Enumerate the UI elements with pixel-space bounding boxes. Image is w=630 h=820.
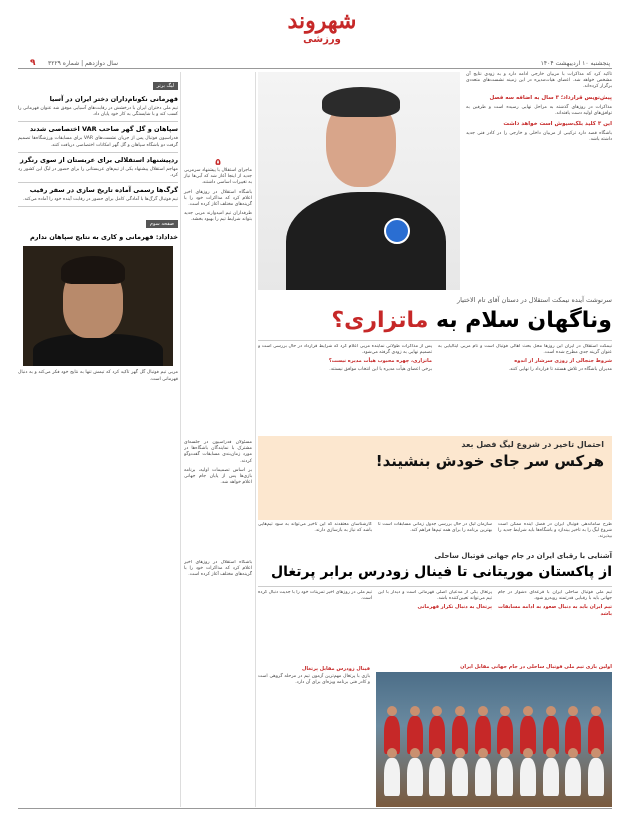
news-headline: ردپیشنهاد استقلالی برای عربستان از سوی رنگرز (20, 155, 178, 164)
article-column (438, 344, 612, 434)
article-text: بر اساس تصمیمات اولیه، برنامه بازی‌ها پس از پایان جام جهانی اعلام خواهد شد. (184, 467, 252, 486)
article-text: باشگاه استقلال در روزهای اخیر اعلام کرد که مذاکرات خود را با گزینه‌های مختلف آغاز کرده است. (184, 560, 252, 578)
sidebar-marker: ۵ (215, 158, 221, 168)
highlight-kicker: احتمال تاخیر در شروع لیگ فصل بعد (461, 440, 604, 449)
article-subheading: ماتزاری، چهره محبوب هیأت مدیره نیست؟ (328, 358, 432, 365)
issue-date: پنجشنبه ۱۰ اردیبهشت ۱۴۰۴ (540, 60, 610, 67)
issue-number: سال دوازدهم | شماره ۳۲۲۹ (48, 60, 119, 67)
team-photo-caption: اولین بازی تیم ملی فوتبال ساحلی در جام جهانی مقابل ایران (460, 664, 612, 670)
news-body: مربی تیم فوتبال گل گهر تاکید کرد که تیمش تنها به نتایج خود فکر می‌کند و به دنبال قهرمانی است. (18, 370, 178, 382)
article-text: نیمکت استقلال در ایران این روزها محل بحث اهالی فوتبال است و نام مربی ایتالیایی به عنوان گزینه جدی مطرح شده است. (438, 344, 612, 356)
column-divider (180, 72, 181, 807)
brand-name: شهروند (287, 8, 357, 34)
divider (18, 182, 178, 183)
sidebar-text: ماجرای استقلال با پیشنهاد سرمربی جدید از اینجا آغاز شد که آبی‌ها نیاز به تغییرات اساسی داشتند. (184, 168, 252, 186)
sidebar-text: باشگاه استقلال در روزهای اخیر اعلام کرد که مذاکرات خود را با گزینه‌های مختلف آغاز کرده است. (184, 189, 252, 208)
bottom-side-column (258, 664, 370, 807)
lead-text: باشگاه قصد دارد ترکیبی از مربیان داخلی و خارجی را در کادر فنی جدید داشته باشد. (466, 131, 612, 143)
team-photo (376, 672, 612, 807)
section-tag-league: لیگ برتر (153, 82, 178, 90)
news-body: تیم فوتبال گرگ‌ها با آمادگی کامل برای حضور در رقابت آینده خود را آماده می‌کند. (23, 197, 178, 203)
column-divider (255, 72, 256, 807)
article-subheading: پرتغال به دنبال تکرار قهرمانی (417, 604, 492, 611)
headline-text: وناگهان سلام به (428, 308, 612, 333)
sidebar-text: طرفداران تیم امیدوارند مربی جدید بتواند شرایط تیم را بهبود بخشد. (184, 211, 252, 223)
article-subheading: تیم ایران باید به دنبال صعود به ادامه مسابقات باشد (498, 604, 612, 617)
article-text: پرتغال یکی از مدعیان اصلی قهرمانی است و دیدار با این تیم می‌تواند تعیین‌کننده باشد. (378, 590, 492, 602)
divider (18, 121, 178, 122)
coach-main-photo (258, 72, 460, 290)
news-body: مهاجم استقلال پیشنهاد یکی از تیم‌های عربستانی را برای حضور در لیگ این کشور رد کرد. (18, 166, 178, 179)
article-text: پس از مذاکرات طولانی نماینده مربی اعلام کرد که شرایط قرارداد در حال بررسی است و تصمیم نهایی به زودی گرفته می‌شود. (258, 344, 432, 356)
news-body: فدراسیون فوتبال پس از جریان نشست‌های VAR برای مسابقات ورزشگاه‌ها تصمیم گرفت دو باشگاه سپاهان و گل گهر امکانات اختصاصی دریافت کنند. (18, 136, 178, 148)
lead-text: مذاکرات در روزهای گذشته به مراحل نهایی رسیده است و طرفین به توافق‌های اولیه دست یافته‌اند. (466, 104, 612, 116)
subheading: این ۳ کلید بلک‌سیوش است خواهد داشت (503, 121, 612, 128)
subheading: پیش‌نویس قرارداد؛ ۳ سال به اضافه سه فصل (489, 94, 612, 101)
footer-divider (18, 808, 612, 809)
club-badge-icon (384, 218, 410, 244)
lead-text: تاکید کرد که مذاکرات با مربیان خارجی ادامه دارد و به زودی نتایج آن مشخص خواهد شد. اعضای هیات‌مدیره در این زمینه نشست‌های متعددی برگزار کرده‌اند. (466, 72, 612, 90)
news-headline: گرگ‌ها رسمی آماده تاریخ سازی در سفر رقیب (29, 186, 178, 195)
highlight-headline: هرکس سر جای خودش بنشیند! (375, 452, 604, 470)
article-subheading: شروط جنجالی از روزی سرشار از اندوه (514, 358, 612, 365)
divider (18, 152, 178, 153)
section-tag-third: صفحه سوم (146, 220, 178, 228)
article-subheading: فینال زودرس مقابل پرتغال (302, 666, 370, 672)
main-article-headline (258, 306, 612, 336)
headline-highlight: ماتزاری؟ (331, 308, 429, 333)
brand-logo (272, 8, 372, 48)
article-text: کارشناسان معتقدند که این تاخیر می‌تواند به سود تیم‌هایی باشد که نیاز به بازسازی دارند. (258, 522, 372, 534)
masthead-divider (18, 68, 612, 69)
mid-bottom-column (184, 560, 252, 807)
article-column (498, 590, 612, 660)
article-text: تیم ملی در روزهای اخیر تمرینات خود را با جدیت دنبال کرده است. (258, 590, 372, 602)
article-text: بازی با پرتغال مهم‌ترین آزمون تیم در مرحله گروهی است و کادر فنی برنامه ویژه‌ای برای آن دارد. (258, 674, 370, 686)
article-column (258, 344, 432, 434)
article-text: تیم ملی فوتبال ساحلی ایران با قرعه‌ای دشوار در جام جهانی باید با رقبایی قدرتمند روبه‌رو شود. (498, 590, 612, 602)
main-article-kicker: سرنوشت آینده نیمکت استقلال در دستان آقای تام الاختیار (456, 296, 612, 304)
section-name: ورزشی (303, 34, 341, 45)
left-news-column (18, 72, 178, 807)
page-number: ۹ (30, 58, 36, 68)
coach-portrait-photo (23, 246, 173, 366)
bottom-article-headline: از پاکستان موریتانی تا فینال زودرس برابر پرتغال (270, 564, 612, 580)
article-text: سازمان لیگ در حال بررسی جدول زمانی مسابقات است تا بهترین برنامه را برای همه تیم‌ها فراهم کند. (378, 522, 492, 534)
news-headline: خداداد: قهرمانی و کاری به نتایج سپاهان ندارم (30, 233, 178, 242)
mid-lower-column (184, 440, 252, 552)
article-column (378, 590, 492, 660)
news-headline: سپاهان و گل گهر صاحب VAR اختصاصی شدند (29, 125, 178, 134)
article-text: مسئولان فدراسیون در جلسه‌ای مشترک با نمایندگان باشگاه‌ها در مورد زمان‌بندی مسابقات گفت‌وگو کردند. (184, 440, 252, 464)
article-text: برخی اعضای هیأت مدیره با این انتخاب موافق نیستند. (329, 366, 432, 372)
article-text: طرح ساماندهی فوتبال ایران در فصل آینده ممکن است شروع لیگ را به تاخیر بیندازد و باشگاه‌ها باید شرایط جدید را بپذیرند. (498, 522, 612, 540)
headline-divider (258, 586, 612, 587)
lead-text-column (466, 72, 612, 290)
main-article-body (258, 344, 612, 434)
bottom-article-kicker: آشنایی با رقبای ایران در جام جهانی فوتبال ساحلی (434, 552, 612, 560)
article-text: مدیران باشگاه در تلاش هستند تا قرارداد را نهایی کنند. (508, 366, 612, 372)
divider (18, 206, 178, 207)
masthead (0, 0, 630, 70)
news-body: تیم ملی دختران ایران با درخشش در رقابت‌های آسیایی موفق شد عنوان قهرمانی را کسب کند و با شایستگی به کار خود پایان داد. (18, 106, 178, 118)
headline-divider (258, 340, 612, 341)
news-headline: قهرمانی نکونام‌داران دختر ایران در آسیا (49, 95, 178, 103)
mid-narrow-column (184, 158, 252, 224)
highlight-box (258, 436, 612, 520)
bottom-article-body (258, 590, 612, 660)
